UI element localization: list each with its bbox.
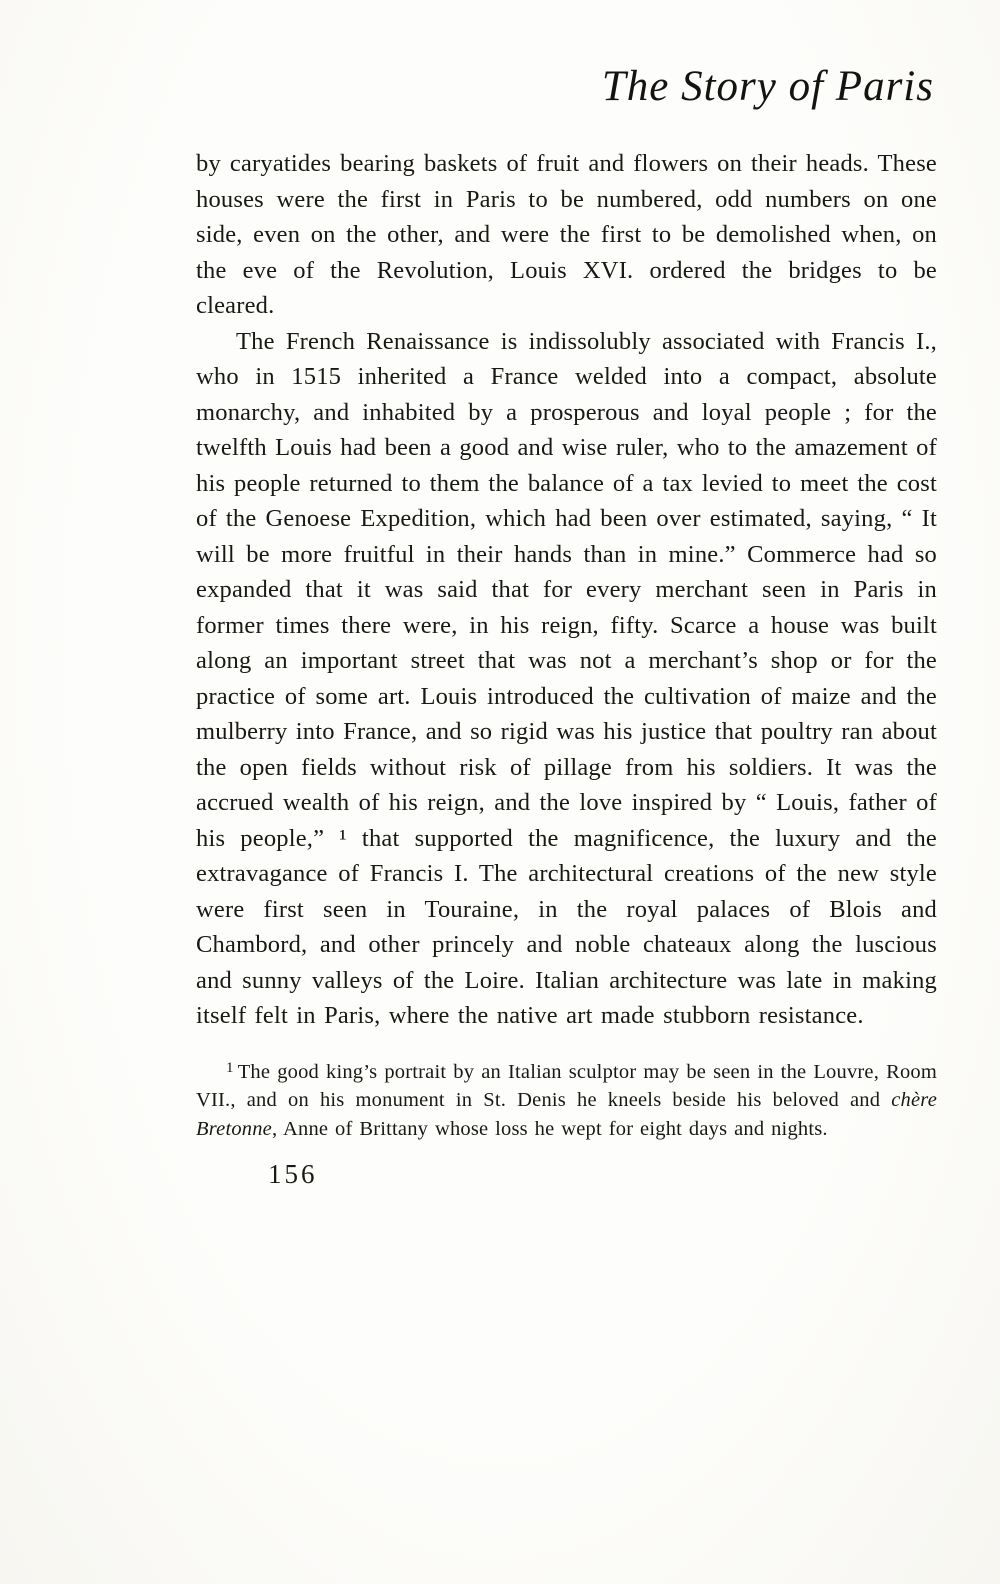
footnote-marker: 1 [226, 1059, 234, 1076]
paragraph-1: by caryatides bearing baskets of fruit and flowers on their heads. These houses were the first in Paris to be numbered, odd numbers on one side, even on the other, and were the first to be demolished when, on the eve of the Revolution, Louis XVI. ordered the bridges to be cleared. [196, 150, 937, 319]
footnote-text-italic: chère Bretonne [196, 1089, 937, 1140]
text-column [196, 146, 937, 1190]
footnote-text-before: The good king’s portrait by an Italian sculptor may be seen in the Louvre, Room VII., and on his monument in St. Denis he kneels beside his beloved and [196, 1060, 937, 1111]
page-number: 156 [268, 1159, 318, 1189]
footnote [196, 1054, 937, 1144]
paragraph-2: The French Renaissance is indissolubly associated with Francis I., who in 1515 inherited a France welded into a compact, absolute monarchy, and inhabited by a prosperous and loyal people ; for the twelfth Louis had been a good and wise ruler, who to the amazement of his people returned to them the balance of a tax levied to meet the cost of the Genoese Expedition, which had been over estimated, saying, “ It will be more fruitful in their hands than in mine.” Commerce had so expanded that it was said that for every merchant seen in Paris in former times there were, in his reign, fifty. Scarce a house was built along an important street that was not a merchant’s shop or for the practice of some art. Louis introduced the cultivation of maize and the mulberry into France, and so rigid was his justice that poultry ran about the open fields without risk of pillage from his soldiers. It was the accrued wealth of his reign, and the love inspired by “ Louis, father of his people,” ¹ that supported the magnificence, the luxury and the extravagance of Francis I. The architectural creations of the new style were first seen in Touraine, in the royal palaces of Blois and Chambord, and other princely and noble chateaux along the luscious and sunny valleys of the Loire. Italian architecture was late in making itself felt in Paris, where the native art made stubborn resistance. [196, 327, 937, 1029]
footnote-text-after: , Anne of Brittany whose loss he wept for eight days and nights. [271, 1117, 828, 1140]
running-head: The Story of Paris [601, 63, 934, 110]
